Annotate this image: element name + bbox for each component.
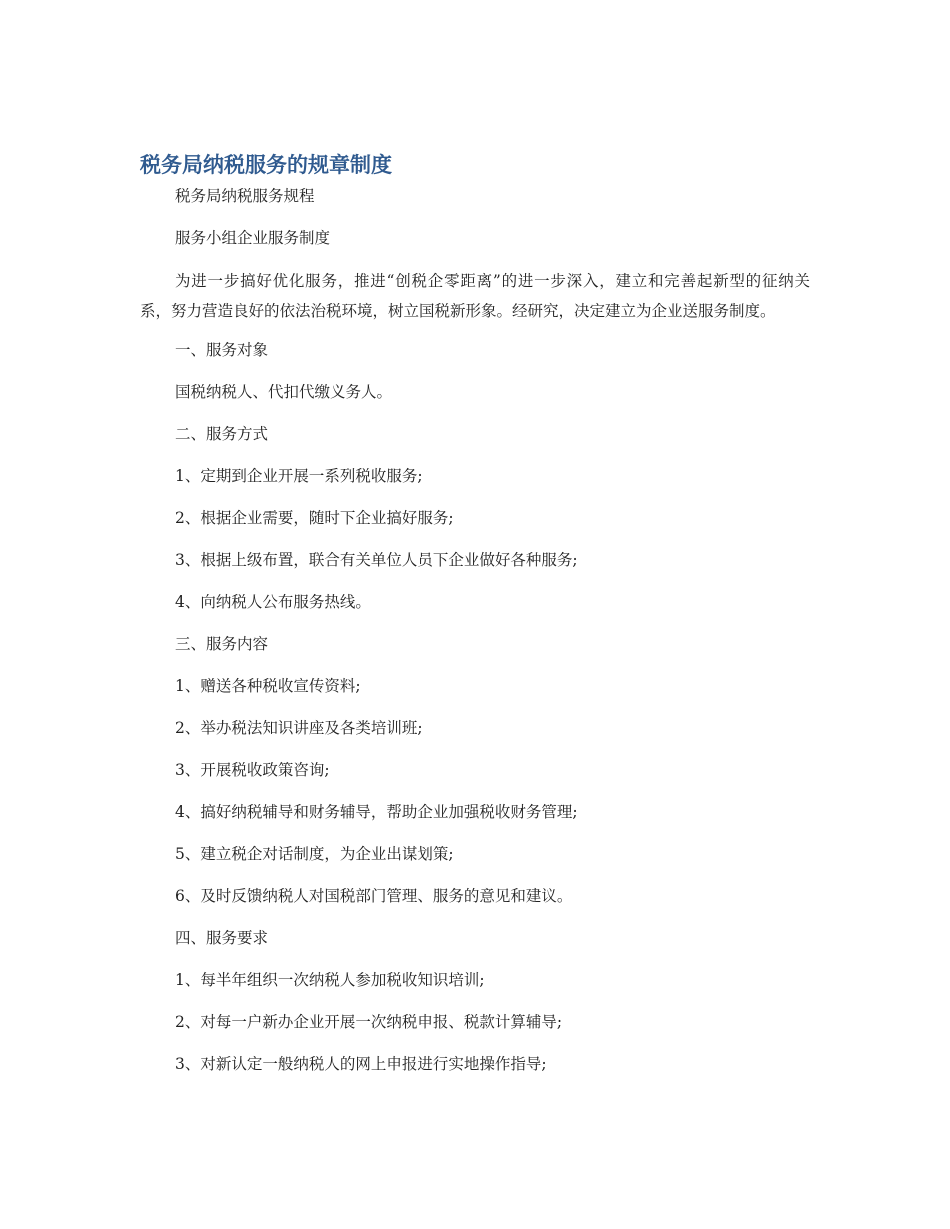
document-page	[140, 150, 810, 1092]
list-item: 4、搞好纳税辅导和财务辅导，帮助企业加强税收财务管理;	[175, 803, 578, 821]
list-item: 6、及时反馈纳税人对国税部门管理、服务的意见和建议。	[175, 887, 573, 905]
list-item: 1、赠送各种税收宣传资料;	[175, 677, 361, 695]
section-heading-methods: 二、服务方式	[175, 425, 269, 443]
list-item: 5、建立税企对话制度，为企业出谋划策;	[175, 845, 454, 863]
paragraph-service-system: 服务小组企业服务制度	[175, 229, 331, 247]
paragraph-service-rules: 税务局纳税服务规程	[175, 187, 315, 205]
list-item: 3、根据上级布置，联合有关单位人员下企业做好各种服务;	[175, 551, 578, 569]
document-title: 税务局纳税服务的规章制度	[140, 153, 392, 177]
list-item: 1、定期到企业开展一系列税收服务;	[175, 467, 423, 485]
section-heading-targets: 一、服务对象	[175, 341, 269, 359]
list-item: 3、对新认定一般纳税人的网上申报进行实地操作指导;	[175, 1055, 547, 1073]
paragraph-intro: 为进一步搞好优化服务，推进“创税企零距离”的进一步深入，建立和完善起新型的征纳关系，努力营造良好的依法治税环境，树立国税新形象。经研究，决定建立为企业送服务制度。	[140, 272, 810, 320]
list-item: 2、根据企业需要，随时下企业搞好服务;	[175, 509, 454, 527]
section-heading-requirements: 四、服务要求	[175, 929, 269, 947]
list-item: 2、举办税法知识讲座及各类培训班;	[175, 719, 423, 737]
list-item: 4、向纳税人公布服务热线。	[175, 593, 371, 611]
section-heading-content: 三、服务内容	[175, 635, 269, 653]
list-item: 2、对每一户新办企业开展一次纳税申报、税款计算辅导;	[175, 1013, 563, 1031]
paragraph-targets: 国税纳税人、代扣代缴义务人。	[175, 383, 393, 401]
list-item: 1、每半年组织一次纳税人参加税收知识培训;	[175, 971, 485, 989]
list-item: 3、开展税收政策咨询;	[175, 761, 330, 779]
